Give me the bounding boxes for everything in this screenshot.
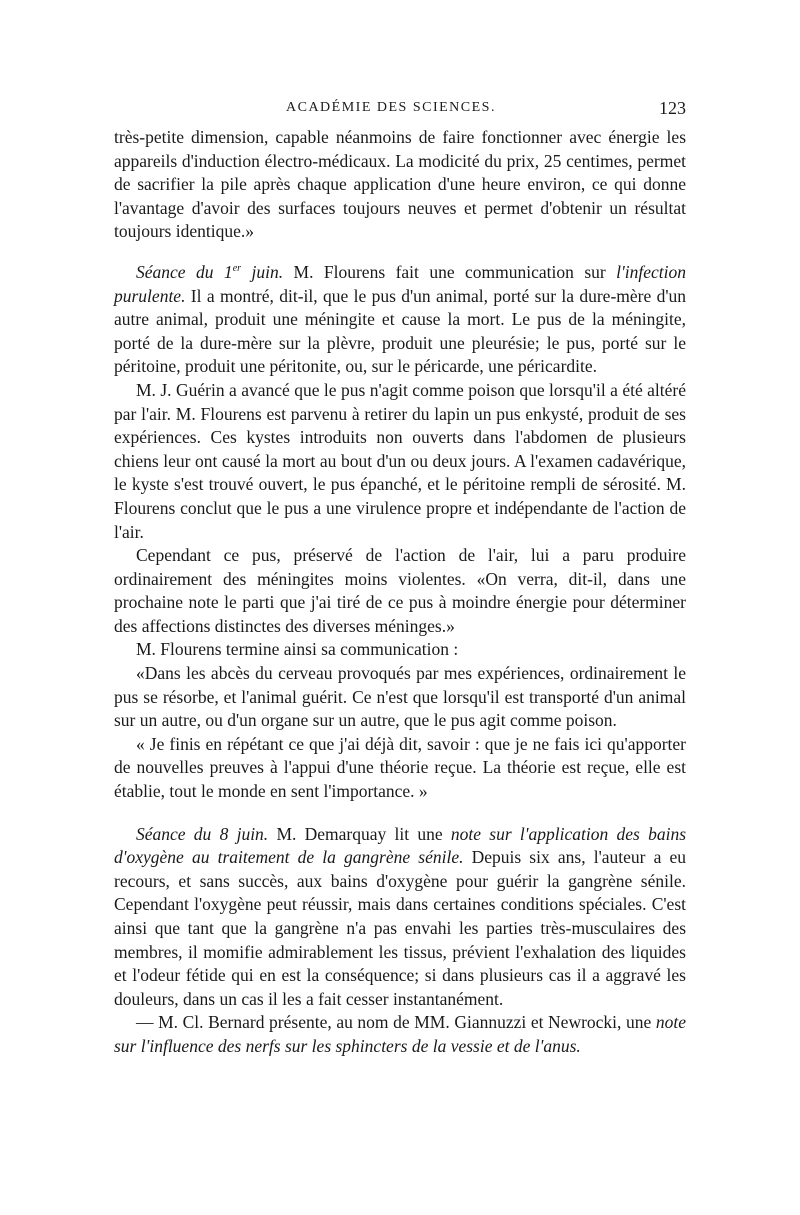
session-date-label	[136, 262, 283, 282]
paragraph-text: Il a montré, dit-il, que le pus d'un animal, porté sur la dure-mère d'un autre animal, produit une méningite et cause la mort. Le pus de la méningite, porté de la dure-mère sur la plèvre, produit une pleurésie; le pus, porté sur le péritoine, produit une péritonite, ou, sur le péricarde, une péricardite.	[114, 285, 686, 377]
date-superscript: er	[232, 262, 242, 274]
paragraph-text: Cependant ce pus, préservé de l'action de l'air, lui a paru produire ordinairement des méningites moins violentes. «On verra, dit-il, dans une prochaine note le parti que j'ai tiré de ce pus à moindre énergie pour déterminer des affections distinctes des diverses méninges.»	[114, 545, 686, 636]
page	[114, 96, 686, 1059]
paragraph-pus-preserve	[114, 544, 686, 638]
paragraph-seance-8-juin	[114, 823, 686, 1012]
paragraph-pile-continuation	[114, 126, 686, 244]
paragraph-text: M. Flourens termine ainsi sa communication :	[136, 639, 459, 660]
paragraph-lead: M. Demarquay lit une	[268, 823, 451, 844]
communication-topic: l'infection purulente.	[114, 261, 686, 306]
paragraph-guerin	[114, 379, 686, 544]
paragraph-text: M. J. Guérin a avancé que le pus n'agit comme poison que lorsqu'il a été altéré par l'air. M. Flourens est parvenu à retirer du lapin un pus enkysté, produit de ses expériences. Ces kystes introduits non ouverts dans l'abdomen de plusieurs chiens leur ont causé la mort au bout d'un ou deux jours. A l'examen cadavérique, le kyste s'est trouvé ouvert, le pus épanché, et le péritoine rempli de sérosité. M. Flourens conclut que le pus a une virulence propre et indépendante de l'action de l'air.	[114, 379, 686, 542]
session-date-end: juin.	[241, 261, 284, 282]
note-title: note sur l'influence des nerfs sur les sphincters de la vessie et de l'anus.	[114, 1012, 686, 1056]
paragraph-text: «Dans les abcès du cerveau provoqués par mes expériences, ordinairement le pus se résorbe, et l'animal guérit. Ce n'est que lorsqu'il est transporté d'un animal sur un autre, ou d'un organe sur un autre, que le pus agit comme poison.	[114, 663, 686, 731]
paragraph-abces-cerveau	[114, 662, 686, 733]
session-date-label: Séance du 8 juin.	[136, 823, 269, 844]
paragraph-flourens-termine	[114, 638, 686, 662]
paragraph-text: « Je finis en répétant ce que j'ai déjà dit, savoir : que je ne fais ici qu'apporter de nouvelles preuves à l'appui d'une théorie reçue. La théorie est reçue, elle est établie, tout le monde en sent l'importance. »	[114, 733, 686, 802]
running-title: ACADÉMIE DES SCIENCES.	[286, 100, 496, 115]
paragraph-text: très-petite dimension, capable néanmoins de faire fonctionner avec énergie les appareils d'induction électro-médicaux. La modicité du prix, 25 centimes, permet de sacrifier la pile après chaque application d'une heure environ, ce qui donne l'avantage d'avoir des surfaces toujours neuves et permet d'obtenir un résultat toujours identique.»	[114, 127, 686, 242]
paragraph-je-finis	[114, 733, 686, 804]
paragraph-text: Depuis six ans, l'auteur a eu recours, et sans succès, aux bains d'oxygène pour guérir la gangrène sénile. Cependant l'oxygène peut réussir, mais dans certaines conditions spéciales. C'est ainsi que tant que la gangrène n'a pas envahi les parties très-musculaires des membres, il momifie admirablement les tissus, prévient l'exhalation des liquides et l'odeur fétide qui en est la conséquence; si dans plusieurs cas il a aggravé les douleurs, dans un cas il les a fait cesser instantanément.	[114, 847, 686, 1009]
note-title: note sur l'application des bains d'oxygène au traitement de la gangrène sénile.	[114, 823, 687, 868]
running-header	[114, 96, 686, 126]
paragraph-lead: — M. Cl. Bernard présente, au nom de MM. Giannuzzi et Newrocki, une	[136, 1012, 656, 1033]
paragraph-seance-1-juin	[114, 261, 686, 379]
page-number: 123	[659, 98, 686, 118]
paragraph-lead: M. Flourens fait une communication sur	[283, 261, 617, 282]
paragraph-bernard	[114, 1011, 686, 1058]
session-date-text: Séance du 1	[136, 261, 233, 282]
